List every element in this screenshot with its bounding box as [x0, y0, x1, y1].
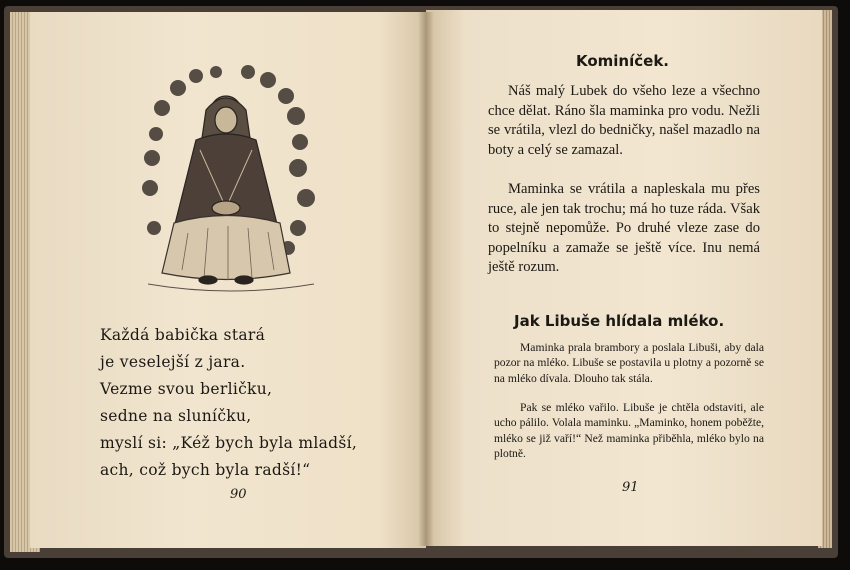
- poem-line: sedne na sluníčku,: [100, 407, 252, 425]
- poem-line: Každá babička stará: [100, 326, 266, 344]
- paragraph-text: Maminka prala brambory a poslala Libuši, aby dala pozor na mléko. Libuše se postavila u plotny a pozorně se na mléko dívala. Dlouho tak stála.: [494, 341, 764, 385]
- book-gutter: [418, 12, 434, 546]
- poem-line: je veselejší z jara.: [100, 353, 246, 371]
- story-paragraph: [494, 400, 764, 462]
- old-woman-illustration: [138, 58, 323, 298]
- page-number-left: 90: [230, 487, 247, 502]
- poem-line: ach, což bych byla radší!“: [100, 461, 311, 479]
- poem-line: myslí si: „Kéž bych byla mladší,: [100, 434, 358, 452]
- story-paragraph: [488, 82, 760, 160]
- story-title-kominicek: Kominíček.: [576, 52, 669, 70]
- paragraph-text: Pak se mléko vařilo. Libuše je chtěla odstaviti, ale ucho pálilo. Volala maminku. „Maminko, honem poběžte, mléko se již vaří!“ Než maminka přiběhla, mléko bylo na plotně.: [494, 401, 764, 461]
- story-title-libuse: Jak Libuše hlídala mléko.: [514, 312, 725, 330]
- paragraph-text: Maminka se vrátila a napleskala mu přes ruce, ale jen tak trochu; má ho tuze ráda. Však to stejně nepomůže. Po druhé vleze zase do popelníku a zamaže se ještě více. Inu nemá ještě rozum.: [488, 181, 760, 276]
- story-paragraph: [494, 340, 764, 386]
- poem: [100, 322, 400, 484]
- poem-line: Vezme svou berličku,: [100, 380, 273, 398]
- story-paragraph: [488, 180, 760, 278]
- paragraph-text: Náš malý Lubek do všeho leze a všechno chce dělat. Ráno šla maminka pro vodu. Nežli se vrátila, vlezl do bedničky, našel mazadlo na boty a celý se zamazal.: [488, 83, 760, 158]
- page-number-right: 91: [622, 480, 639, 495]
